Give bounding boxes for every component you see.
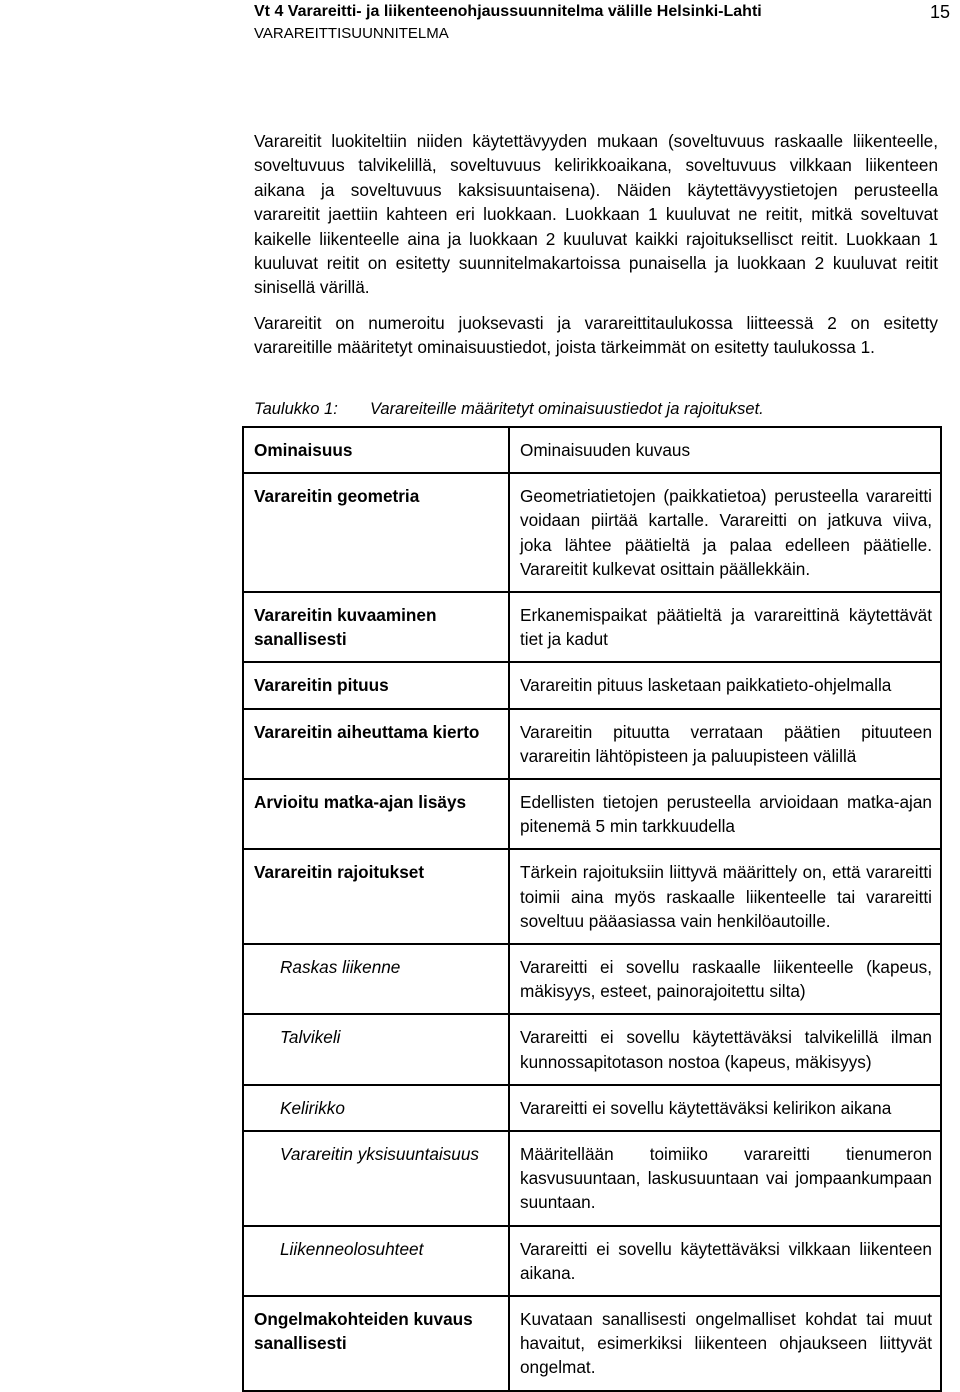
table-row [243,944,941,1014]
property-cell: Ongelmakohteiden kuvaus sanallisesti [243,1296,509,1391]
table-row [243,779,941,849]
header-cell-property: Ominaisuus [243,427,509,473]
table-row [243,1226,941,1296]
description-cell: Määritellään toimiiko varareitti tienumeron kasvusuuntaan, laskusuuntaan vai jompaankumpaan suuntaan. [509,1131,941,1226]
table-row [243,709,941,779]
description-cell: Edellisten tietojen perusteella arvioidaan matka-ajan pitenemä 5 min tarkkuudella [509,779,941,849]
paragraph-classification: Varareitit luokiteltiin niiden käytettävyyden mukaan (soveltuvuus raskaalle liikenteelle, soveltuvuus talvikelillä, soveltuvuus kelirikkoaikana, soveltuvuus vilkkaan liikenteen aikana ja soveltuvuus kaksisuuntaisena). Näiden käytettävyystietojen perusteella varareitit jaettiin kahteen eri luokkaan. Luokkaan 1 kuuluvat ne reitit, mitkä soveltuvat kaikelle liikenteelle aina ja luokkaan 2 kuuluvat kaikki rajoituksellisct reitit. Luokkaan 1 kuuluvat reitit on esitetty suunnitelmakartoissa punaisella ja luokkaan 2 kuuluvat reitit sinisellä värillä. [254,131,938,298]
property-cell: Talvikeli [243,1014,509,1084]
description-cell: Kuvataan sanallisesti ongelmalliset kohdat tai muut havaitut, esimerkiksi liikenteen ohjaukseen liittyvät ongelmat. [509,1296,941,1391]
table-row [243,1296,941,1391]
description-cell: Varareitti ei sovellu käytettäväksi talvikelillä ilman kunnossapitotason nostoa (kapeus, mäkisyys) [509,1014,941,1084]
table-row [243,662,941,708]
property-cell: Varareitin rajoitukset [243,849,509,944]
property-cell: Varareitin geometria [243,473,509,592]
property-cell: Varareitin kuvaaminen sanallisesti [243,592,509,662]
property-cell: Varareitin pituus [243,662,509,708]
description-cell: Geometriatietojen (paikkatietoa) perusteella varareitti voidaan piirtää kartalle. Varareitti on jatkuva viiva, joka lähtee päätieltä ja palaa edelleen päätielle. Varareitit kulkevat osittain päällekkäin. [509,473,941,592]
description-cell: Varareitin pituus lasketaan paikkatieto-ohjelmalla [509,662,941,708]
description-cell: Varareitin pituutta verrataan päätien pituuteen varareitin lähtöpisteen ja paluupisteen välillä [509,709,941,779]
document-subtitle: VARAREITTISUUNNITELMA [254,25,449,42]
property-cell: Raskas liikenne [243,944,509,1014]
page-number: 15 [929,2,950,22]
description-cell: Erkanemispaikat päätieltä ja varareittinä käytettävät tiet ja kadut [509,592,941,662]
properties-table [242,426,942,1392]
table-row [243,849,941,944]
table-row [243,473,941,592]
table-header-row [243,427,941,473]
property-cell: Liikenneolosuhteet [243,1226,509,1296]
table-caption [254,397,764,421]
page-header [254,2,950,44]
description-cell: Varareitti ei sovellu raskaalle liikenteelle (kapeus, mäkisyys, esteet, painorajoitettu silta) [509,944,941,1014]
property-cell: Kelirikko [243,1085,509,1131]
property-cell: Arvioitu matka-ajan lisäys [243,779,509,849]
header-cell-description: Ominaisuuden kuvaus [509,427,941,473]
description-cell: Varareitti ei sovellu käytettäväksi vilkkaan liikenteen aikana. [509,1226,941,1296]
paragraph-numbering: Varareitit on numeroitu juoksevasti ja varareittitaulukossa liitteessä 2 on esitetty varareitille määritetyt ominaisuustiedot, joista tärkeimmät on esitetty taulukossa 1. [254,313,938,358]
property-cell: Varareitin yksisuuntaisuus [243,1131,509,1226]
table-caption-text: Varareiteille määritetyt ominaisuustiedot ja rajoitukset. [370,400,764,418]
table-row [243,1085,941,1131]
table-row [243,592,941,662]
property-cell: Varareitin aiheuttama kierto [243,709,509,779]
table-caption-label: Taulukko 1: [254,400,338,418]
description-cell: Varareitti ei sovellu käytettäväksi kelirikon aikana [509,1085,941,1131]
description-cell: Tärkein rajoituksiin liittyvä määrittely on, että varareitti toimii aina myös raskaalle liikenteelle tai varareitti soveltuu pääasiassa vain henkilöautoille. [509,849,941,944]
table-row [243,1014,941,1084]
table-row [243,1131,941,1226]
document-title: Vt 4 Varareitti- ja liikenteenohjaussuunnitelma välille Helsinki-Lahti [254,3,762,20]
